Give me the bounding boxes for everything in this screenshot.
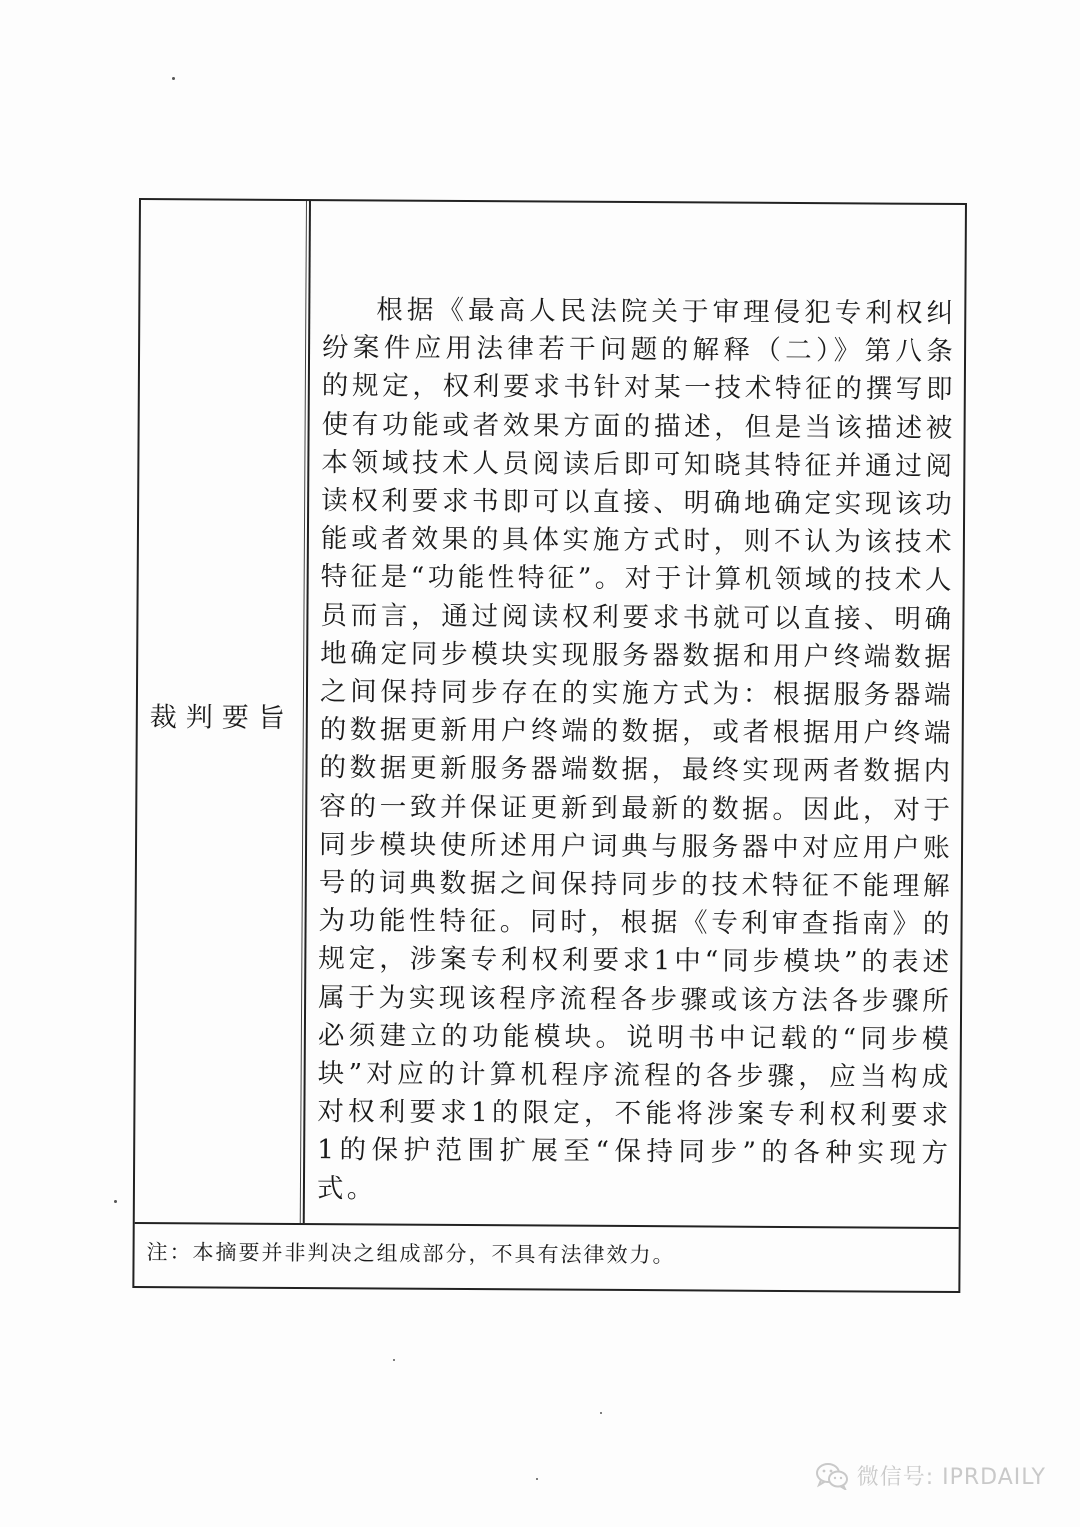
wechat-icon [815, 1462, 849, 1490]
row-label: 裁判要旨 [149, 702, 294, 734]
scan-speck [536, 1478, 538, 1480]
scan-speck [393, 1359, 395, 1361]
scan-speck [600, 1412, 602, 1414]
scan-speck [172, 77, 175, 80]
summary-row [135, 200, 965, 1229]
watermark-text: 微信号: IPRDAILY [856, 1465, 1046, 1490]
note-row [134, 1222, 958, 1291]
disclaimer-note: 注：本摘要并非判决之组成部分，不具有法律效力。 [146, 1240, 676, 1268]
summary-table [132, 198, 967, 1293]
summary-paragraph: 根据《最高人民法院关于审理侵犯专利权纠纷案件应用法律若干问题的解释（二）》第八条的规定，权利要求书针对某一技术特征的撰写即使有功能或者效果方面的描述，但是当该描述被本领域技术人员阅读后即可知晓其特征并通过阅读权利要求书即可以直接、明确地确定实现该功能或者效果的具体实施方式时，则不认为该技术特征是“功能性特征”。对于计算机领域的技术人员而言，通过阅读权利要求书就可以直接、明确地确定同步模块实现服务器数据和用户终端数据之间保持同步存在的实施方式为：根据服务器端的数据更新用户终端的数据，或者根据用户终端的数据更新服务器端数据，最终实现两者数据内容的一致并保证更新到最新的数据。因此，对于同步模块使所述用户词典与服务器中对应用户账号的词典数据之间保持同步的技术特征不能理解为功能性特征。同时，根据《专利审查指南》的规定，涉案专利权利要求1中“同步模块”的表述属于为实现该程序流程各步骤或该方法各步骤所必须建立的功能模块。说明书中记载的“同步模块”对应的计算机程序流程的各步骤，应当构成对权利要求1的限定，不能将涉案专利权利要求1的保护范围扩展至“保持同步”的各种实现方式。 [316, 294, 957, 1205]
watermark [815, 1460, 1046, 1491]
label-cell [135, 200, 311, 1223]
scan-speck [114, 1200, 117, 1203]
content-cell [305, 201, 965, 1227]
